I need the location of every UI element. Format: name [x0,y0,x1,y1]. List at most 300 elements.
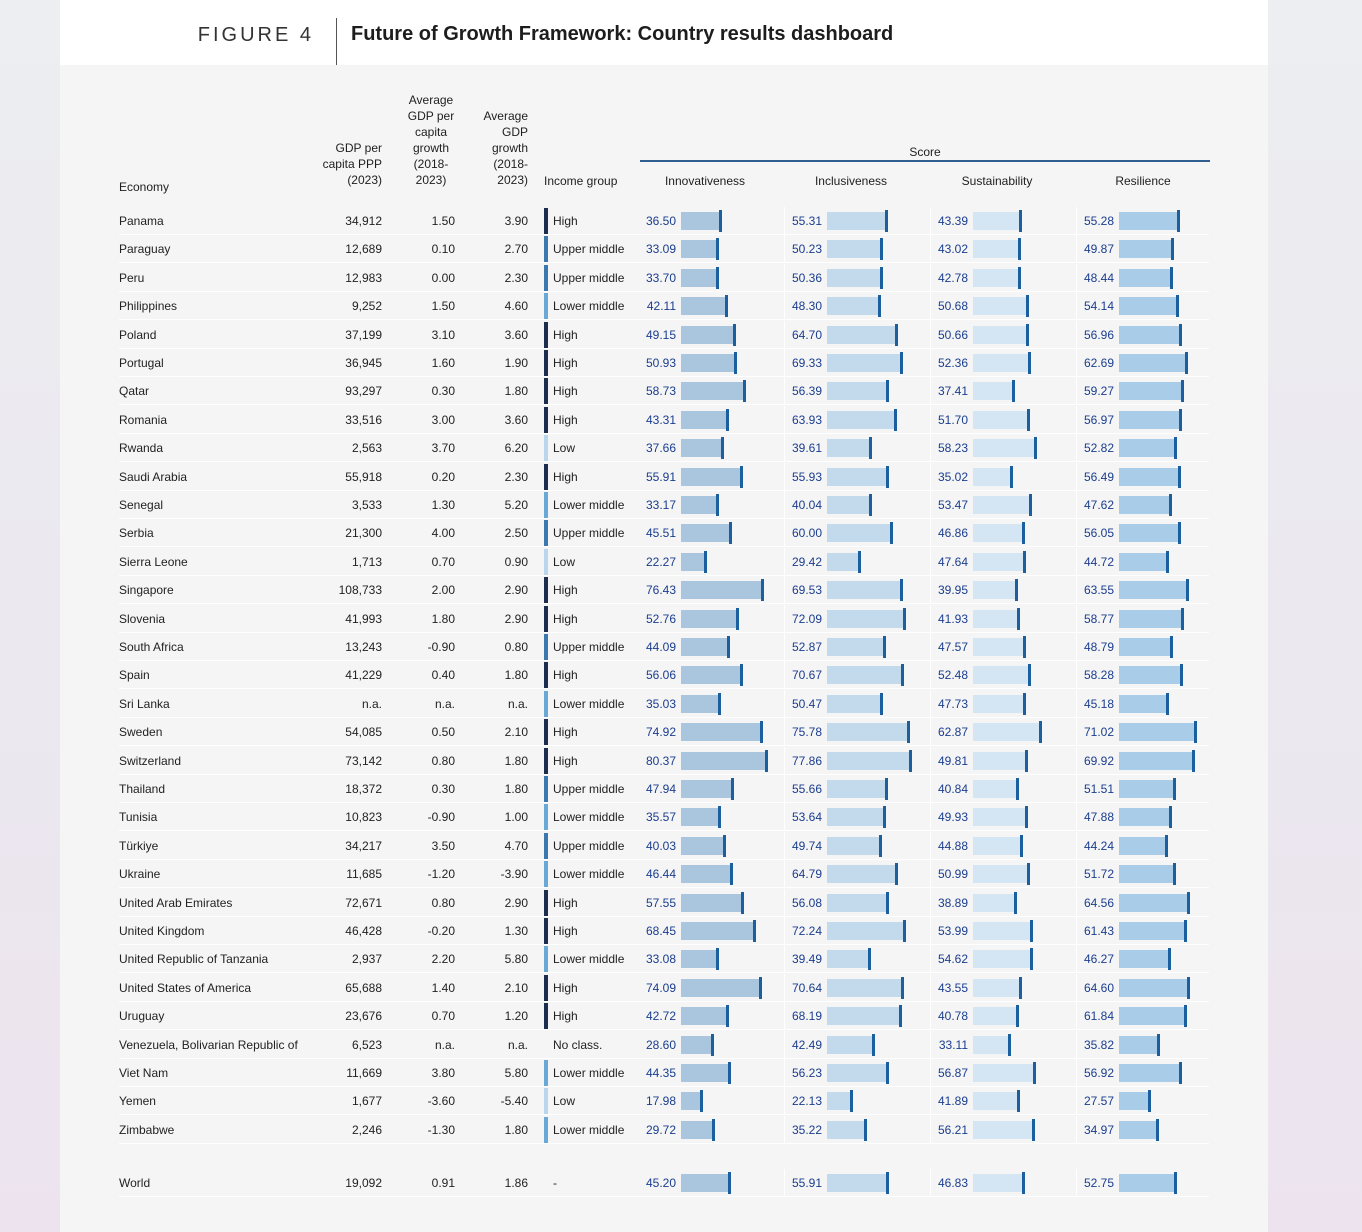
innovativeness-score-value: 74.09 [645,981,676,995]
economy-name: World [119,1176,151,1190]
row-separator [119,1029,1209,1030]
sustainability-score-bar-end [1027,863,1030,885]
economy-name: Yemen [119,1094,156,1108]
resilience-score-value: 48.44 [1083,271,1114,285]
sustainability-score-bar-end [1018,238,1021,260]
inclusiveness-score-value: 55.91 [791,1176,822,1190]
innovativeness-score-bar [681,837,723,855]
economy-name: United Republic of Tanzania [119,952,269,966]
economy-name: Slovenia [119,612,166,626]
inclusiveness-score-bar-end [885,210,888,232]
innovativeness-score-bar-end [728,1172,731,1194]
resilience-score-bar [1119,297,1176,315]
gdp-per-capita-value: 37,199 [345,328,382,342]
table-row [60,661,1268,689]
gdp-per-capita-value: 13,243 [345,640,382,654]
gdp-per-capita-value: 46,428 [345,924,382,938]
inclusiveness-score-bar [827,979,901,997]
economy-name: Paraguay [119,242,171,256]
innovativeness-score-value: 49.15 [645,328,676,342]
inclusiveness-score-value: 39.49 [791,952,822,966]
header-line: capita PPP [322,157,382,171]
sustainability-score-bar-end [1034,437,1037,459]
resilience-score-bar [1119,950,1168,968]
resilience-score-bar [1119,865,1173,883]
economy-name: Sierra Leone [119,555,188,569]
innovativeness-score-bar [681,411,726,429]
avg-gdp-growth-value: 1.80 [504,668,528,682]
innovativeness-score-bar-end [725,295,728,317]
avg-gdp-per-capita-growth-value: 2.00 [431,583,455,597]
sustainability-score-bar [973,297,1026,315]
resilience-score-bar-end [1174,1172,1177,1194]
inclusiveness-score-bar-end [886,380,889,402]
avg-gdp-per-capita-growth-value: -0.20 [427,924,455,938]
avg-gdp-growth-value: 2.30 [504,271,528,285]
innovativeness-score-bar-end [728,1062,731,1084]
avg-gdp-per-capita-growth-value: 3.10 [431,328,455,342]
inclusiveness-score-value: 56.08 [791,896,822,910]
resilience-score-bar-end [1185,352,1188,374]
income-group-marker [544,606,548,632]
economy-name: Poland [119,328,157,342]
inclusiveness-score-bar [827,695,880,713]
inclusiveness-score-value: 77.86 [791,754,822,768]
inclusiveness-score-bar [827,297,878,315]
innovativeness-score-value: 56.06 [645,668,676,682]
figure-header [60,0,1268,65]
inclusiveness-score-bar-end [878,295,881,317]
innovativeness-score-bar [681,553,704,571]
avg-gdp-per-capita-growth-value: 1.50 [431,214,455,228]
avg-gdp-per-capita-growth-value: 0.91 [431,1176,455,1190]
sustainability-score-bar-end [1023,551,1026,573]
economy-name: Ukraine [119,867,161,881]
sustainability-score-value: 50.66 [937,328,968,342]
inclusiveness-score-value: 64.70 [791,328,822,342]
resilience-score-bar-end [1180,664,1183,686]
innovativeness-score-bar-end [723,835,726,857]
resilience-score-bar-end [1186,579,1189,601]
income-group-label: High [553,583,578,597]
inclusiveness-score-bar-end [880,693,883,715]
inclusiveness-score-bar [827,1036,872,1054]
inclusiveness-score-bar-end [858,551,861,573]
avg-gdp-per-capita-growth-value: 0.80 [431,896,455,910]
sustainability-score-bar [973,837,1020,855]
income-group-label: Upper middle [553,271,625,285]
income-group-marker [544,1003,548,1029]
sustainability-score-value: 56.87 [937,1066,968,1080]
economy-name: Viet Nam [119,1066,169,1080]
table-row [60,292,1268,320]
header-line: (2018- [413,157,449,171]
economy-name: Spain [119,668,150,682]
avg-gdp-growth-value: 5.80 [504,1066,528,1080]
inclusiveness-score-value: 75.78 [791,725,822,739]
header-line: GDP per [407,109,455,123]
header-divider [336,18,337,65]
gdp-per-capita-value: 2,937 [351,952,382,966]
income-group-marker [544,946,548,972]
inclusiveness-score-bar [827,1064,886,1082]
resilience-score-bar [1119,780,1173,798]
resilience-score-value: 46.27 [1083,952,1114,966]
avg-gdp-growth-value: 2.90 [504,612,528,626]
income-group-label: No class. [553,1038,603,1052]
innovativeness-score-value: 47.94 [645,782,676,796]
resilience-score-bar-end [1176,295,1179,317]
table-row [60,832,1268,860]
inclusiveness-score-bar [827,326,895,344]
resilience-score-value: 56.96 [1083,328,1114,342]
sustainability-score-bar-end [1022,522,1025,544]
resilience-score-bar [1119,411,1179,429]
sustainability-score-bar-end [1023,693,1026,715]
gdp-per-capita-value: 1,677 [351,1094,382,1108]
inclusiveness-score-bar [827,553,858,571]
gdp-per-capita-value: 1,713 [351,555,382,569]
inclusiveness-score-bar-end [872,1034,875,1056]
sustainability-score-bar [973,695,1023,713]
sustainability-score-value: 47.73 [937,697,968,711]
sustainability-score-value: 53.47 [937,498,968,512]
inclusiveness-score-bar [827,865,895,883]
sustainability-score-bar-end [1025,750,1028,772]
innovativeness-score-bar-end [716,494,719,516]
resilience-score-bar-end [1165,835,1168,857]
resilience-score-bar [1119,894,1187,912]
resilience-score-bar-end [1169,806,1172,828]
inclusiveness-score-bar-end [886,466,889,488]
resilience-score-bar-end [1187,892,1190,914]
income-group-label: High [553,896,578,910]
sustainability-score-bar [973,581,1015,599]
innovativeness-score-bar-end [765,750,768,772]
resilience-score-bar-end [1156,1119,1159,1141]
avg-gdp-growth-value: 1.86 [504,1176,528,1190]
resilience-score-bar-end [1148,1090,1151,1112]
avg-gdp-growth-value: 4.60 [504,299,528,313]
table-row [60,803,1268,831]
sustainability-score-bar-end [1020,835,1023,857]
sustainability-score-bar-end [1026,295,1029,317]
avg-gdp-per-capita-growth-value: 0.70 [431,1009,455,1023]
inclusiveness-score-bar-end [907,721,910,743]
inclusiveness-score-bar-end [883,636,886,658]
table-row [60,463,1268,491]
sustainability-score-bar-end [1017,608,1020,630]
income-group-marker [544,577,548,603]
sustainability-score-bar [973,950,1030,968]
innovativeness-score-bar [681,979,759,997]
sustainability-score-value: 47.57 [937,640,968,654]
innovativeness-score-value: 29.72 [645,1123,676,1137]
inclusiveness-score-bar [827,1174,886,1192]
header-line: (2018- [493,157,528,171]
inclusiveness-score-bar [827,524,890,542]
inclusiveness-score-value: 50.36 [791,271,822,285]
sustainability-score-value: 53.99 [937,924,968,938]
economy-name: United States of America [119,981,252,995]
inclusiveness-score-bar-end [895,863,898,885]
resilience-score-bar-end [1184,1005,1187,1027]
innovativeness-score-value: 36.50 [645,214,676,228]
resilience-score-bar-end [1174,437,1177,459]
resilience-score-bar [1119,1174,1174,1192]
table-row [60,1031,1268,1059]
inclusiveness-score-value: 60.00 [791,526,822,540]
table-row [60,1116,1268,1144]
avg-gdp-per-capita-growth-value: -1.30 [427,1123,455,1137]
income-group-marker [544,549,548,575]
resilience-score-bar-end [1169,494,1172,516]
income-group-label: Lower middle [553,867,625,881]
avg-gdp-growth-value: 5.80 [504,952,528,966]
inclusiveness-score-bar [827,354,900,372]
sustainability-score-bar-end [1026,324,1029,346]
avg-gdp-growth-header [458,108,528,188]
avg-gdp-per-capita-growth-value: 1.80 [431,612,455,626]
innovativeness-score-bar-end [743,380,746,402]
income-group-header: Income group [544,174,618,188]
inclusiveness-score-bar-end [869,437,872,459]
header-line: growth [491,141,528,155]
inclusiveness-score-bar [827,752,909,770]
innovativeness-score-value: 40.03 [645,839,676,853]
inclusiveness-score-value: 56.39 [791,384,822,398]
figure-title: Future of Growth Framework: Country results dashboard [351,23,894,45]
row-separator [119,972,1209,973]
inclusiveness-score-bar-end [894,409,897,431]
sustainability-score-bar [973,496,1029,514]
income-group-label: Upper middle [553,839,625,853]
gdp-per-capita-value: 54,085 [345,725,382,739]
resilience-score-bar [1119,808,1169,826]
row-separator [119,262,1209,263]
innovativeness-score-bar-end [753,920,756,942]
income-group-marker [544,293,548,319]
inclusiveness-score-bar [827,1007,899,1025]
gdp-per-capita-value: 93,297 [345,384,382,398]
resilience-score-bar-end [1166,551,1169,573]
header-line: 2023) [415,173,447,187]
sustainability-score-value: 41.93 [937,612,968,626]
sustainability-score-bar [973,638,1023,656]
resilience-score-bar [1119,496,1169,514]
table-row [60,690,1268,718]
sustainability-score-value: 50.68 [937,299,968,313]
income-group-label: High [553,1009,578,1023]
innovativeness-score-bar [681,808,718,826]
gdp-per-capita-value: 19,092 [345,1176,382,1190]
avg-gdp-growth-value: 1.90 [504,356,528,370]
resilience-score-bar-end [1181,608,1184,630]
innovativeness-score-value: 42.72 [645,1009,676,1023]
income-group-label: High [553,356,578,370]
resilience-score-bar-end [1157,1034,1160,1056]
income-group-marker [544,691,548,717]
gdp-per-capita-value: 18,372 [345,782,382,796]
economy-name: United Arab Emirates [119,896,233,910]
avg-gdp-growth-value: 1.80 [504,1123,528,1137]
resilience-score-value: 35.82 [1083,1038,1114,1052]
sustainability-score-bar [973,723,1039,741]
inclusiveness-score-bar-end [885,778,888,800]
resilience-score-value: 71.02 [1083,725,1114,739]
resilience-score-bar [1119,1064,1179,1082]
inclusiveness-score-value: 22.13 [791,1094,822,1108]
sustainability-score-bar-end [1010,466,1013,488]
resilience-score-bar [1119,212,1177,230]
row-separator [119,603,1209,604]
sustainability-score-bar [973,212,1019,230]
avg-gdp-growth-value: 3.60 [504,413,528,427]
gdp-per-capita-value: 72,671 [345,896,382,910]
inclusiveness-score-value: 29.42 [791,555,822,569]
resilience-score-bar [1119,382,1181,400]
resilience-score-bar-end [1168,948,1171,970]
innovativeness-score-value: 22.27 [645,555,676,569]
avg-gdp-growth-value: -5.40 [500,1094,528,1108]
resilience-score-bar [1119,354,1185,372]
sustainability-score-value: 50.99 [937,867,968,881]
gdp-per-capita-value: 73,142 [345,754,382,768]
table-row [60,1002,1268,1030]
sustainability-score-value: 52.36 [937,356,968,370]
sustainability-score-bar [973,326,1026,344]
resilience-score-bar-end [1179,1062,1182,1084]
resilience-score-value: 56.49 [1083,470,1114,484]
resilience-score-value: 54.14 [1083,299,1114,313]
inclusiveness-score-value: 69.33 [791,356,822,370]
innovativeness-score-value: 80.37 [645,754,676,768]
header-line: 2023) [497,173,528,187]
income-group-marker [544,208,548,234]
inclusiveness-score-bar [827,666,901,684]
innovativeness-score-value: 33.08 [645,952,676,966]
gdp-per-capita-value: 55,918 [345,470,382,484]
innovativeness-score-value: 33.70 [645,271,676,285]
resilience-score-bar [1119,269,1170,287]
resilience-score-bar-end [1173,778,1176,800]
innovativeness-score-value: 45.20 [645,1176,676,1190]
table-row [60,860,1268,888]
resilience-score-bar [1119,695,1166,713]
table-row [60,576,1268,604]
gdp-per-capita-value: 12,983 [345,271,382,285]
resilience-score-bar [1119,1121,1156,1139]
resilience-score-bar-end [1178,522,1181,544]
inclusiveness-score-bar [827,269,880,287]
sustainability-score-value: 43.55 [937,981,968,995]
header-line: (2023) [347,173,382,187]
resilience-score-bar [1119,723,1194,741]
gdp-per-capita-value: 36,945 [345,356,382,370]
innovativeness-score-bar-end [733,324,736,346]
resilience-score-value: 47.88 [1083,810,1114,824]
resilience-score-value: 61.84 [1083,1009,1114,1023]
row-separator [119,745,1209,746]
sustainability-score-bar-end [1039,721,1042,743]
inclusiveness-score-bar [827,808,883,826]
avg-gdp-growth-value: 5.20 [504,498,528,512]
resilience-score-value: 44.72 [1083,555,1114,569]
sustainability-score-bar [973,468,1010,486]
avg-gdp-per-capita-growth-value: 0.10 [431,242,455,256]
avg-gdp-per-capita-growth-value: 3.00 [431,413,455,427]
gdp-per-capita-value: n.a. [361,697,382,711]
resilience-score-bar-end [1166,693,1169,715]
innovativeness-score-bar [681,610,736,628]
sustainability-score-bar [973,439,1034,457]
inclusiveness-score-bar-end [900,352,903,374]
income-group-label: High [553,214,578,228]
sustainability-score-value: 52.48 [937,668,968,682]
inclusiveness-score-bar [827,780,885,798]
inclusiveness-score-value: 64.79 [791,867,822,881]
avg-gdp-per-capita-growth-value: 4.00 [431,526,455,540]
innovativeness-score-bar-end [731,778,734,800]
pillar-header-innovativeness: Innovativeness [664,174,746,188]
innovativeness-score-bar [681,922,753,940]
innovativeness-score-bar [681,666,740,684]
avg-gdp-growth-value: -3.90 [500,867,528,881]
avg-gdp-growth-value: 2.30 [504,470,528,484]
income-group-marker [544,662,548,688]
innovativeness-score-value: 46.44 [645,867,676,881]
innovativeness-score-value: 33.09 [645,242,676,256]
inclusiveness-score-bar-end [879,835,882,857]
economy-name: Thailand [119,782,166,796]
income-group-marker [544,776,548,802]
gdp-header [312,140,382,188]
income-group-marker [544,861,548,887]
avg-gdp-growth-value: 2.90 [504,583,528,597]
sustainability-score-bar [973,1174,1022,1192]
resilience-score-bar-end [1177,210,1180,232]
income-group-label: Upper middle [553,782,625,796]
income-group-label: Lower middle [553,498,625,512]
avg-gdp-growth-value: 1.20 [504,1009,528,1023]
innovativeness-score-bar [681,1064,728,1082]
gdp-per-capita-value: 11,685 [346,867,382,881]
row-separator [119,1196,1209,1197]
income-group-label: Lower middle [553,299,625,313]
avg-gdp-growth-value: 0.90 [504,555,528,569]
innovativeness-score-value: 58.73 [645,384,676,398]
resilience-score-value: 58.28 [1083,668,1114,682]
table-row [60,605,1268,633]
economy-name: Zimbabwe [119,1123,175,1137]
economy-name: Türkiye [119,839,159,853]
economy-name: Qatar [119,384,150,398]
table-row [60,264,1268,292]
gdp-per-capita-value: 33,516 [345,413,382,427]
inclusiveness-score-value: 48.30 [791,299,822,313]
inclusiveness-score-value: 55.31 [791,214,822,228]
economy-name: Singapore [119,583,174,597]
table-row [60,491,1268,519]
inclusiveness-score-value: 72.24 [791,924,822,938]
inclusiveness-score-bar-end [901,664,904,686]
sustainability-score-value: 56.21 [937,1123,968,1137]
income-group-marker [544,918,548,944]
innovativeness-score-bar [681,354,734,372]
sustainability-score-value: 47.64 [937,555,968,569]
avg-gdp-growth-value: 2.70 [504,242,528,256]
inclusiveness-score-bar [827,382,886,400]
